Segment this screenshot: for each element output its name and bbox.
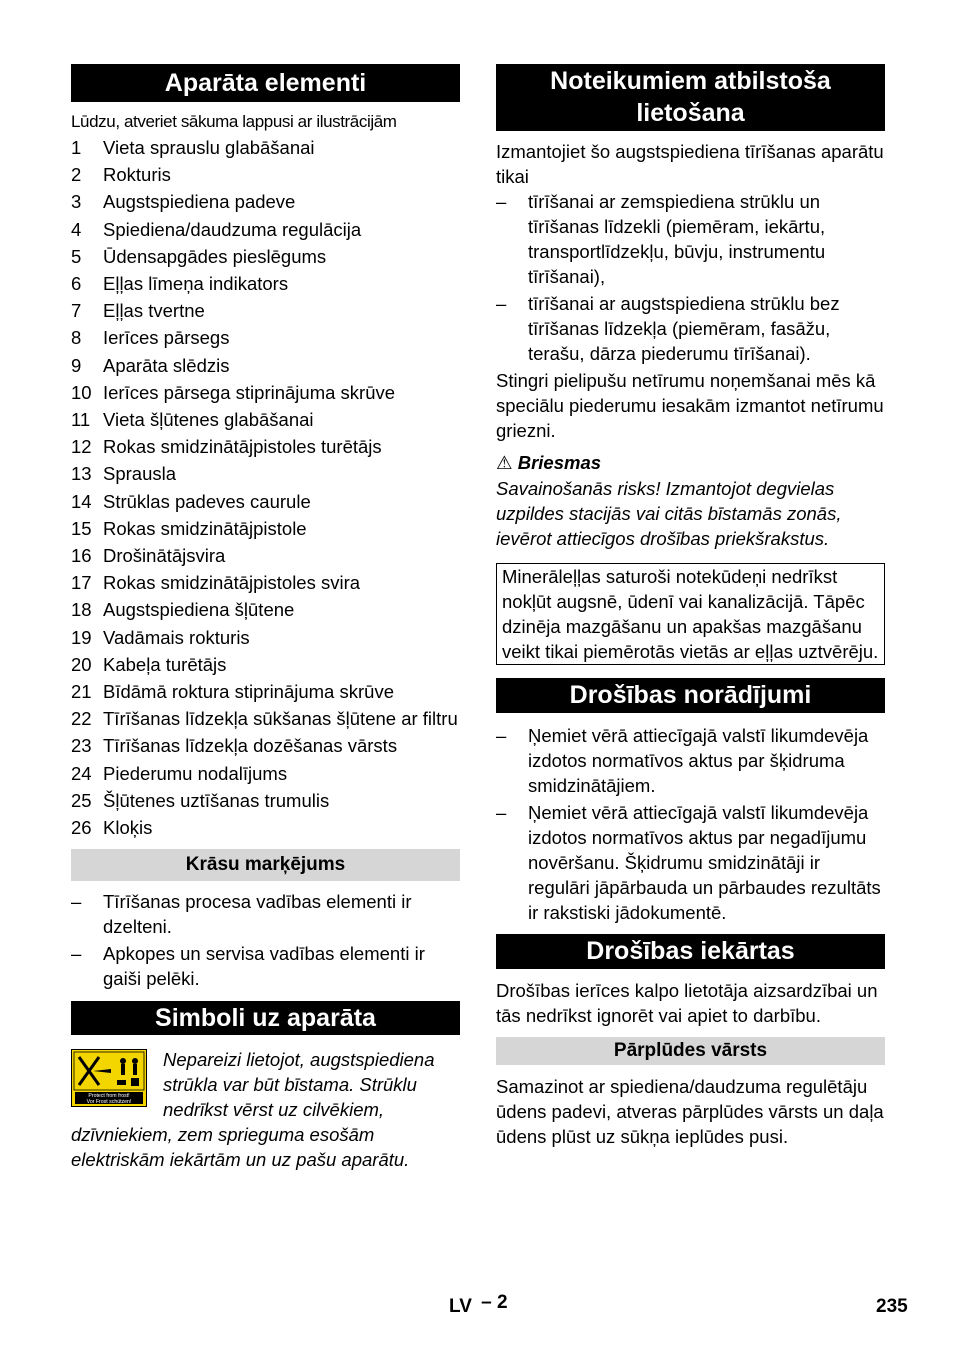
list-item-number: 19 [71, 626, 92, 648]
heading-safety-devices: Drošības iekārtas [496, 934, 885, 969]
list-item-text: Šļūtenes uztīšanas trumulis [103, 789, 330, 811]
safety-devices-text: Drošības ierīces kalpo lietotāja aizsardzībai un tās nedrīkst ignorēt vai apiet to darbību. [496, 980, 878, 1026]
list-item-number: 2 [71, 164, 82, 186]
list-item [71, 732, 460, 759]
list-item-text: Spiediena/daudzuma regulācija [103, 218, 362, 240]
list-item [71, 188, 460, 215]
elements-list [71, 134, 460, 841]
list-item-number: 26 [71, 817, 92, 839]
list-item-number: 15 [71, 517, 92, 539]
list-item-text: Augstspiediena šļūtene [103, 599, 295, 621]
list-item [71, 270, 460, 297]
list-item [71, 161, 460, 188]
color-coding-list [71, 889, 460, 991]
list-item [71, 624, 460, 651]
list-item-number: 21 [71, 681, 92, 703]
list-item-text: Vieta sprauslu glabāšanai [103, 137, 315, 158]
list-item [71, 760, 460, 787]
list-item [71, 651, 460, 678]
right-column [496, 64, 885, 1149]
bullet-item-text: Ņemiet vērā attiecīgajā valstī likumdevēja izdotos normatīvos aktus par negadījumu novēršanu. Šķidrumu smidzinātāji ir regulāri jāpārbauda un pārbaudes rezultāts ir rakstiski jādokumentē. [528, 802, 881, 923]
list-item-number: 25 [71, 789, 92, 811]
heading-overflow-valve: Pārplūdes vārsts [496, 1037, 885, 1065]
dash-bullet-icon: – [496, 191, 507, 212]
list-item-number: 8 [71, 327, 82, 349]
bullet-item [496, 723, 885, 798]
list-item-text: Eļļas tvertne [103, 300, 205, 322]
list-item [71, 134, 460, 161]
danger-text: Savainošanās risks! Izmantojot degvielas uzpildes stacijās vai citās bīstamās zonās, ievērot attiecīgos drošības priekšrakstus. [496, 478, 842, 549]
list-item-text: Kloķis [103, 817, 153, 839]
list-item [71, 406, 460, 433]
list-item-text: Aparāta slēdzis [103, 354, 230, 376]
list-item-number: 11 [71, 409, 91, 431]
environment-notice-box: Minerāleļļas saturoši notekūdeņi nedrīkst nokļūt augsnē, ūdenī vai kanalizācijā. Tāpēc dzinēja mazgāšanu un apakšas mazgāšanu veikt tikai piemērotās vietās ar eļļas uztvērēju. [496, 563, 885, 665]
bullet-item [71, 941, 460, 991]
list-item [71, 596, 460, 623]
list-item [71, 460, 460, 487]
list-item-text: Rokas smidzinātājpistoles svira [103, 572, 361, 594]
warning-triangle-icon: ⚠ [496, 452, 513, 473]
list-item [71, 569, 460, 596]
heading-symbols: Simboli uz aparāta [71, 1001, 460, 1035]
bullet-item-text: tīrīšanai ar augstspiediena strūklu bez tīrīšanas līdzekļa (piemēram, fasāžu, terašu, dārza piederumu tīrīšanai). [528, 293, 840, 364]
list-item-text: Sprausla [103, 463, 177, 485]
dash-bullet-icon: – [496, 293, 507, 314]
footer-language [449, 1292, 508, 1318]
list-item-text: Rokturis [103, 164, 171, 186]
list-item-text: Rokas smidzinātājpistoles turētājs [103, 436, 382, 458]
list-item-text: Vadāmais rokturis [103, 626, 250, 648]
overflow-valve-text: Samazinot ar spiediena/daudzuma regulētāju ūdens padevi, atveras pārplūdes vārsts un daļa ūdens plūst uz sūkņa ieplūdes pusi. [496, 1076, 884, 1147]
list-item-number: 4 [71, 218, 82, 240]
footer-lang: LV [449, 1296, 472, 1317]
list-item-text: Ierīces pārsega stiprinājuma skrūve [103, 381, 396, 403]
list-item [71, 814, 460, 841]
list-item [71, 433, 460, 460]
list-item-number: 1 [71, 137, 82, 158]
list-item [71, 352, 460, 379]
list-item-text: Augstspiediena padeve [103, 191, 296, 213]
list-item-number: 5 [71, 245, 82, 267]
list-item-number: 22 [71, 708, 92, 730]
list-item-text: Drošinātājsvira [103, 545, 226, 567]
list-item-number: 6 [71, 273, 82, 295]
list-item-text: Ierīces pārsegs [103, 327, 230, 349]
symbol-label-1: Protect from frost! [88, 1093, 130, 1100]
bullet-item [496, 189, 885, 289]
bullet-item-text: tīrīšanai ar zemspiediena strūklu un tīrīšanas līdzekli (piemēram, iekārtu, transportlīdzekļu, būvju, instrumentu tīrīšanai), [528, 191, 826, 287]
list-item [71, 243, 460, 270]
left-column [71, 64, 460, 1172]
list-item-text: Bīdāmā roktura stiprinājuma skrūve [103, 681, 394, 703]
list-item [71, 515, 460, 542]
dash-bullet-icon: – [496, 725, 507, 746]
list-item [71, 216, 460, 243]
safety-list [496, 723, 885, 925]
usage-intro: Izmantojiet šo augstspiediena tīrīšanas aparātu tikai [496, 141, 884, 187]
heading-device-elements: Aparāta elementi [71, 64, 460, 102]
bullet-item-text: Tīrīšanas procesa vadības elementi ir dzelteni. [103, 891, 412, 938]
list-item-text: Strūklas padeves caurule [103, 490, 311, 512]
usage-list [496, 189, 885, 366]
list-item [71, 542, 460, 569]
list-item-number: 17 [71, 572, 92, 594]
bullet-item-text: Ņemiet vērā attiecīgajā valstī likumdevēja izdotos normatīvos aktus par šķidruma smidzinātājiem. [528, 725, 869, 796]
list-item-text: Ūdensapgādes pieslēgums [103, 245, 327, 267]
list-item-number: 3 [71, 191, 82, 213]
list-item [71, 297, 460, 324]
list-item-number: 16 [71, 545, 92, 567]
list-item [71, 705, 460, 732]
list-item-number: 9 [71, 354, 82, 376]
list-item [71, 488, 460, 515]
list-item [71, 379, 460, 406]
list-item-text: Tīrīšanas līdzekļa dozēšanas vārsts [103, 735, 398, 757]
danger-title: Briesmas [517, 452, 602, 473]
heading-color-coding: Krāsu marķējums [71, 849, 460, 881]
list-item-number: 7 [71, 300, 82, 322]
list-item-number: 12 [71, 436, 92, 458]
list-item-text: Vieta šļūtenes glabāšanai [103, 409, 314, 431]
warning-symbol-icon [71, 1049, 147, 1107]
list-item-number: 13 [71, 463, 92, 485]
list-item-number: 23 [71, 735, 92, 757]
list-item-number: 10 [71, 381, 92, 403]
intro-text: Lūdzu, atveriet sākuma lappusi ar ilustrācijām [71, 112, 397, 131]
list-item [71, 678, 460, 705]
list-item-text: Kabeļa turētājs [103, 653, 227, 675]
dash-bullet-icon: – [71, 943, 82, 965]
bullet-item [496, 800, 885, 925]
symbol-warning-text: Nepareizi lietojot, augstspiediena strūkla var būt bīstama. Strūklu nedrīkst vērst uz cilvēkiem, dzīvniekiem, zem sprieguma esošām elektriskām iekārtām un uz pašu aparātu. [71, 1049, 435, 1171]
footer-page-sub: – 2 [481, 1292, 508, 1313]
bullet-item [71, 889, 460, 939]
list-item-number: 24 [71, 762, 92, 784]
bullet-item [496, 291, 885, 366]
list-item-text: Piederumu nodalījums [103, 762, 288, 784]
usage-note: Stingri pielipušu netīrumu noņemšanai mēs kā speciālu piederumu iesakām izmantot netīrumu griezni. [496, 370, 884, 441]
page-number: 235 [876, 1296, 908, 1317]
list-item-text: Rokas smidzinātājpistole [103, 517, 307, 539]
list-item-text: Tīrīšanas līdzekļa sūkšanas šļūtene ar filtru [103, 708, 458, 730]
symbol-label-2: Vor Frost schützen! [86, 1099, 132, 1106]
danger-heading [496, 450, 885, 475]
bullet-item-text: Apkopes un servisa vadības elementi ir gaiši pelēki. [103, 943, 425, 990]
list-item-number: 14 [71, 490, 92, 512]
heading-intended-use: Noteikumiem atbilstoša lietošana [496, 64, 885, 131]
dash-bullet-icon: – [496, 802, 507, 823]
list-item [71, 787, 460, 814]
list-item-text: Eļļas līmeņa indikators [103, 273, 289, 295]
list-item [71, 324, 460, 351]
symbol-section [71, 1047, 460, 1172]
heading-safety-instructions: Drošības norādījumi [496, 678, 885, 713]
dash-bullet-icon: – [71, 891, 82, 913]
list-item-number: 20 [71, 653, 92, 675]
list-item-number: 18 [71, 599, 92, 621]
